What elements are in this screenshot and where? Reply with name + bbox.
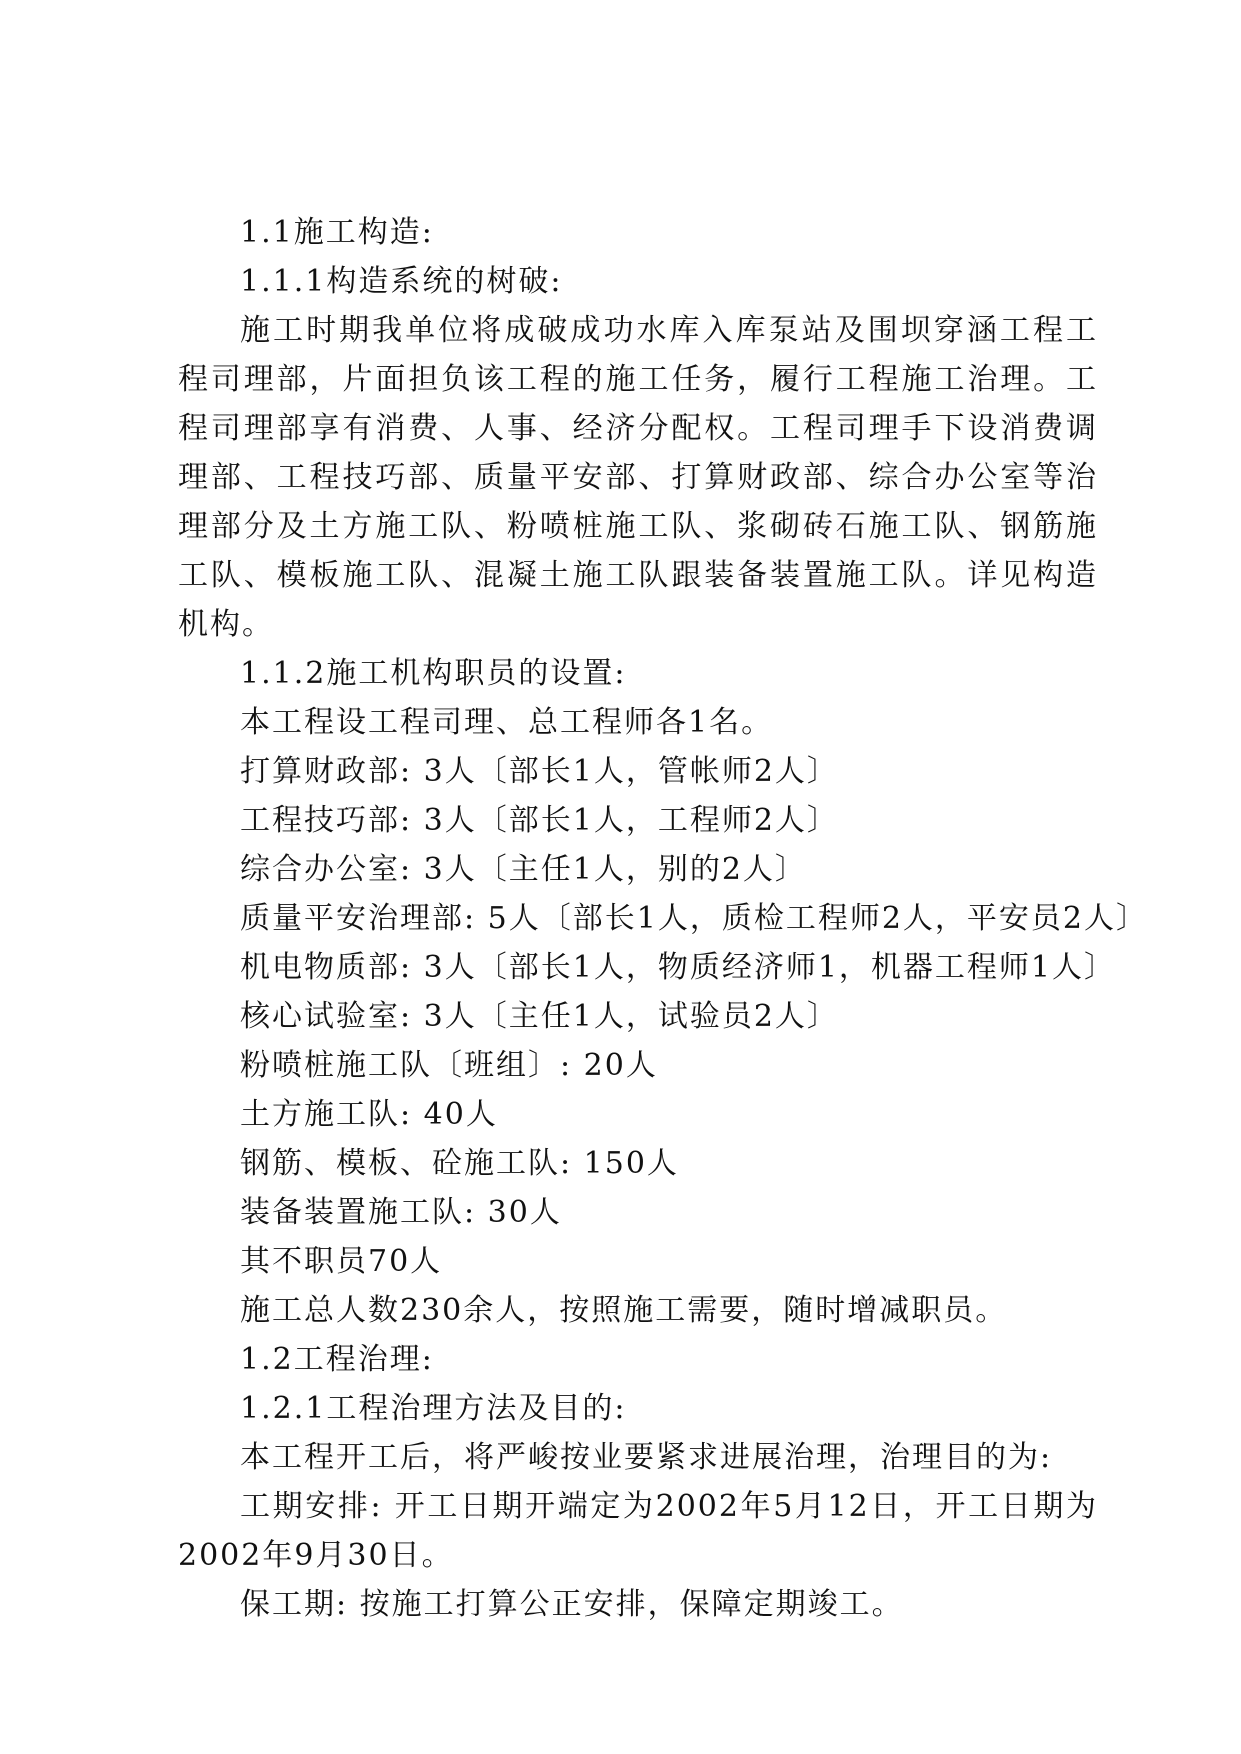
staff-line: 装备装置施工队: 30人 xyxy=(240,1195,562,1230)
schedule-paragraph: 工期安排: 开工日期开端定为2002年5月12日，开工日期为2002年9月30日。 xyxy=(178,1489,1098,1573)
section-heading-1-2: 1.2工程治理: xyxy=(240,1342,434,1377)
staff-line: 工程技巧部: 3人〔部长1人，工程师2人〕 xyxy=(240,803,839,838)
section-heading-1-1: 1.1施工构造: xyxy=(240,215,434,250)
staff-line: 土方施工队: 40人 xyxy=(240,1097,498,1132)
warranty-paragraph: 保工期: 按施工打算公正安排，保障定期竣工。 xyxy=(240,1587,904,1622)
staff-line: 粉喷桩施工队〔班组〕: 20人 xyxy=(240,1048,658,1083)
organization-paragraph: 施工时期我单位将成破成功水库入库泵站及围坝穿涵工程工程司理部，片面担负该工程的施工任务，履行工程施工治理。工程司理部享有消费、人事、经济分配权。工程司理手下设消费调理部、工程技巧部、质量平安部、打算财政部、综合办公室等治理部分及土方施工队、粉喷桩施工队、浆砌砖石施工队、钢筋施工队、模板施工队、混凝土施工队跟装备装置施工队。详见构造机构。 xyxy=(178,313,1098,642)
section-heading-1-1-1: 1.1.1构造系统的树破: xyxy=(240,264,563,299)
section-heading-1-2-1: 1.2.1工程治理方法及目的: xyxy=(240,1391,627,1426)
staff-line: 施工总人数230余人，按照施工需要，随时增减职员。 xyxy=(240,1293,1008,1328)
staff-line: 核心试验室: 3人〔主任1人，试验员2人〕 xyxy=(240,999,839,1034)
staff-line: 钢筋、模板、砼施工队: 150人 xyxy=(240,1146,679,1181)
target-paragraph: 本工程开工后，将严峻按业要紧求进展治理，治理目的为: xyxy=(240,1440,1053,1475)
staff-line: 机电物质部: 3人〔部长1人，物质经济师1，机器工程师1人〕 xyxy=(240,950,1116,985)
staff-line: 质量平安治理部: 5人〔部长1人，质检工程师2人，平安员2人〕 xyxy=(240,901,1148,936)
staff-line: 本工程设工程司理、总工程师各1名。 xyxy=(240,705,774,740)
document-body xyxy=(178,208,1148,1629)
staff-line: 打算财政部: 3人〔部长1人，管帐师2人〕 xyxy=(240,754,839,789)
staff-line: 综合办公室: 3人〔主任1人，别的2人〕 xyxy=(240,852,807,887)
staff-line: 其不职员70人 xyxy=(240,1244,443,1279)
section-heading-1-1-2: 1.1.2施工机构职员的设置: xyxy=(240,656,627,691)
